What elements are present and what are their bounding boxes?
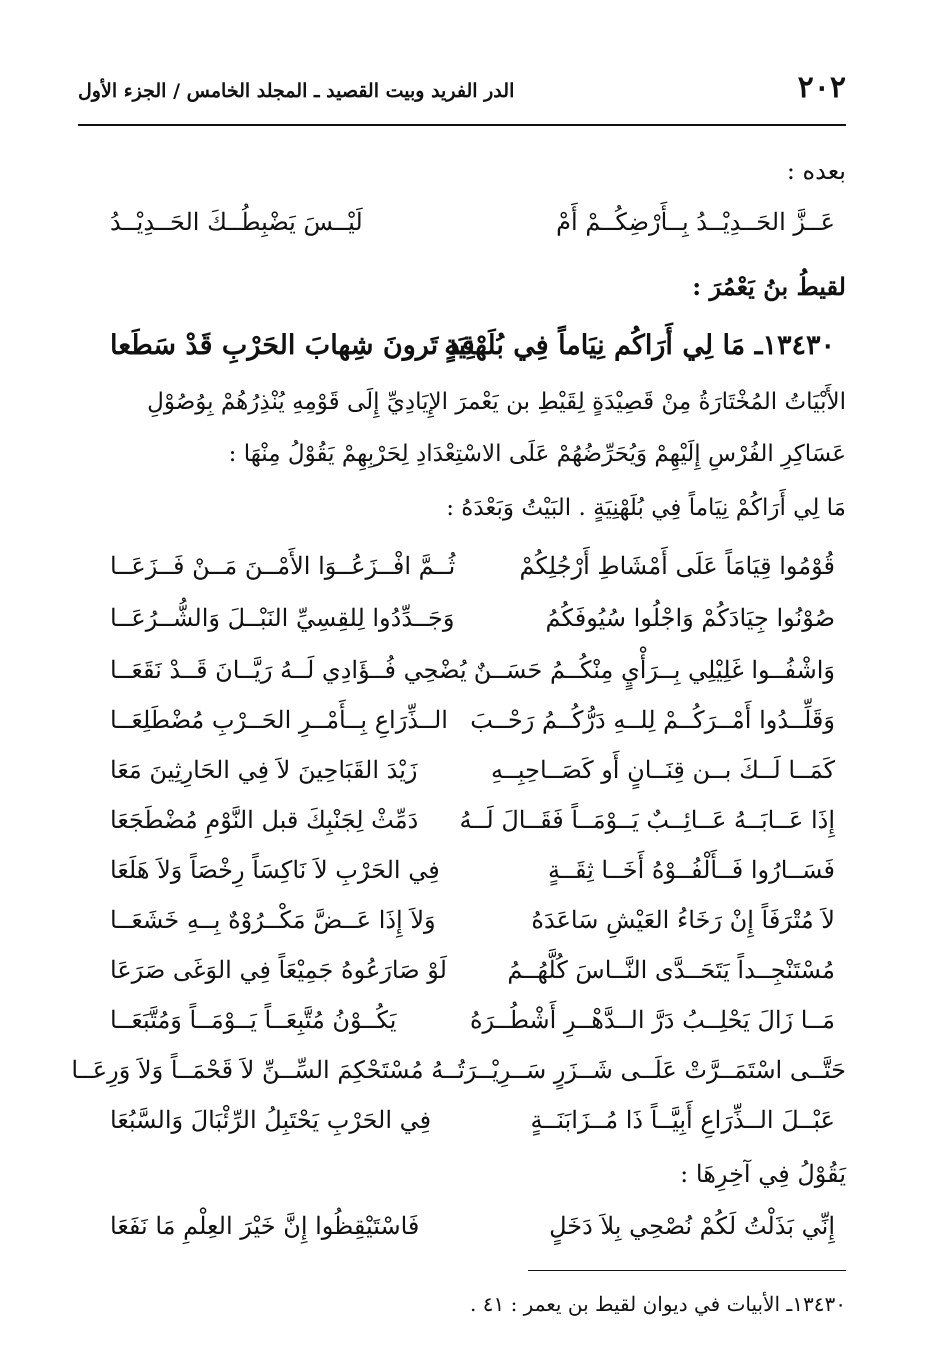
footnote: ١٣٤٣٠ـ الأبيات في ديوان لقيط بن يعمر : ٤١ .	[470, 1292, 846, 1316]
final-verse	[110, 1212, 835, 1256]
verse-hemistich-2: وَجَــدِّدُوا لِلقِسِيِّ النَبْــلَ وَالشُّــرُعَــا	[110, 604, 455, 632]
verse-hemistich-2: فِي الحَرْبِ لاَ نَاكِسَاً رِخْصَاً وَلاَ هَلَعَا	[110, 856, 440, 884]
verse-hemistich-1: مَــا زَالَ يَحْلِــبُ دَرَّ الــدَّهْــرِ أَشْطُــرَهُ	[469, 1006, 835, 1034]
verse-hemistich-2: يُضْحِي فُــؤَادِي لَــهُ رَيَّــانَ قَــدْ نَقَعَــا	[110, 656, 467, 684]
main-verse	[110, 330, 835, 374]
verse-hemistich-1: عَبْــلَ الــذِّرَاعِ أَبِيَّــاً ذَا مُــزَابَنَــةٍ	[530, 1106, 835, 1134]
verse	[110, 906, 835, 950]
intro-line-2: عَسَاكِرِ الفُرْسِ إِلَيْهِمْ وَيُحَرِّضُهُمْ عَلَى الاسْتِعْدَادِ لِحَرْبِهِمْ يَقُوْلُ مِنْهَا :	[228, 441, 846, 467]
verse-hemistich-2: فَاسْتَيْقِظُوا إِنَّ خَيْرَ العِلْمِ مَا نَفَعَا	[110, 1212, 420, 1240]
verse-hemistich-1: وَقَلِّــدُوا أَمْــرَكُــمْ لِلــهِ دَرُّكُــمُ رَحْــبَ	[470, 706, 835, 734]
verse	[110, 552, 835, 596]
after-label: بعده :	[786, 157, 846, 185]
verse-number: ١٣٤٣٠ـ	[754, 330, 835, 361]
verse	[110, 806, 835, 850]
main-verse-hemistich-1	[444, 330, 835, 361]
main-verse-hemistich-2: قد تَرونَ شِهابَ الحَرْبِ قَدْ سَطَعا	[110, 330, 475, 361]
verse-a	[110, 208, 835, 252]
main-verse-text-1: مَا لِي أَرَاكُم نِيَاماً فِي بُلَهْنِيَةٍ	[444, 330, 746, 361]
page-number: ٢٠٢	[797, 70, 846, 105]
continuous-verse: حَتَّــى اسْتَمَــرَّتْ عَلَــى شَــزَرٍ سَــرِيْــرَتُــهُ مُسْتَحْكِمَ السِّــنِّ لاَ قَحْمَــاً وَلاَ وَرِعَــا	[71, 1056, 846, 1084]
intro-line-1: الأَبْيَاتُ المُخْتَارَةُ مِنْ قَصِيْدَةٍ لِقَيْطِ بن يَعْمرَ الإِيَادِيِّ إِلَى قَوْمِهِ يُنْذِرُهُمْ بِوُصُوْلِ	[147, 389, 846, 415]
footnote-rule	[528, 1270, 846, 1271]
verse-hemistich-2: وَلاَ إِذَا عَــضَّ مَكْــرُوْهٌ بِــهِ خَشَعَــا	[110, 906, 436, 934]
end-label: يَقُوْلُ فِي آخِرِهَا :	[680, 1160, 846, 1188]
verse-hemistich-1: لاَ مُتْرَفَاً إِنْ رَخَاءُ العَيْشِ سَاعَدَهُ	[531, 906, 835, 934]
verse	[110, 706, 835, 750]
verse-hemistich-2: دَمِّثْ لِجَنْبِكَ قبل النَّوْمِ مُضْطَجَعَا	[110, 806, 419, 834]
verse-hemistich-1: إِذَا عَــابَــهُ عَــائِــبٌ يَــوْمَــاً فَقَــالَ لَــهُ	[459, 806, 835, 834]
verse-hemistich-1: مُسْتَنْجِــداً يَتَحَــدَّى النَّــاسَ كُلَّهُــمُ	[507, 956, 835, 984]
verse	[110, 1006, 835, 1050]
poet-label: لقيطُ بنُ يَعْمُرَ :	[692, 272, 846, 301]
running-title: الدر الفريد وبيت القصيد ـ المجلد الخامس / الجزء الأول	[78, 80, 515, 102]
verse-before-end	[110, 1106, 835, 1150]
verse	[110, 756, 835, 800]
verse-hemistich-2: ثُــمَّ افْــزَعُــوَا الأَمْــنَ مَــنْ فَــزَعَــا	[110, 552, 456, 580]
verse-hemistich-1: صُوْنُوا جِيَادَكُمْ وَاجْلُوا سُيُوفَكُمُ	[545, 604, 835, 632]
verse-hemistich-1: وَاشْفُــوا غَلِيْلِي بِــرَأْيٍ مِنْكُــمُ حَسَــنٌ	[473, 656, 835, 684]
verse	[110, 856, 835, 900]
page-header	[78, 60, 846, 120]
header-rule	[78, 124, 846, 126]
verse-hemistich-2: زَيْدَ القَبَاحِينَ لاَ فِي الحَارِثِينَ مَعَا	[110, 756, 418, 784]
verse-hemistich-1: فَسَــارُوا فَــأَلْفُــوْهُ أَخَــا ثِقَــةٍ	[548, 856, 835, 884]
verse	[110, 604, 835, 648]
verse-hemistich-1: إِنِّي بَذَلْتُ لَكُمْ نُصْحِي بِلاَ دَخَلٍ	[549, 1212, 835, 1240]
verse-hemistich-2: الــذِّرَاعِ بِــأَمْــرِ الحَــرْبِ مُضْطَلِعَــا	[110, 706, 448, 734]
verse-hemistich-2: يَكُــوْنُ مُتَّبِعَــاً يَــوْمَــاً وَمُتَّبَعَــا	[110, 1006, 397, 1034]
intro-line-3: مَا لِي أَرَاكُمْ نِيَاماً فِي بُلَهْنِيَةٍ . البَيْتُ وَبَعْدَهُ :	[446, 495, 846, 521]
verse-hemistich-2: فِي الحَرْبِ يَحْتَبِلُ الرِّئْبَالَ وَالسَّبُعَا	[110, 1106, 432, 1134]
verse	[110, 956, 835, 1000]
verse-hemistich-1: عَــزَّ الحَــدِيْــدُ بِــأَرْضِكُــمْ أَمْ	[556, 208, 835, 236]
verse-hemistich-1: قُوْمُوا قِيَامَاً عَلَى أَمْشَاطِ أَرْجُلِكُمْ	[519, 552, 835, 580]
verse-hemistich-2: لَوْ صَارَعُوهُ جَمِيْعَاً فِي الوَغَى صَرَعَا	[110, 956, 447, 984]
verse-hemistich-1: كَمَــا لَــكَ بــن قِنَــانٍ أَو كَصَــاحِبِــهِ	[490, 756, 835, 784]
verse-hemistich-2: لَيْــسَ يَضْبِطُــكَ الحَــدِيْــدُ	[110, 208, 363, 236]
verse	[110, 656, 835, 700]
